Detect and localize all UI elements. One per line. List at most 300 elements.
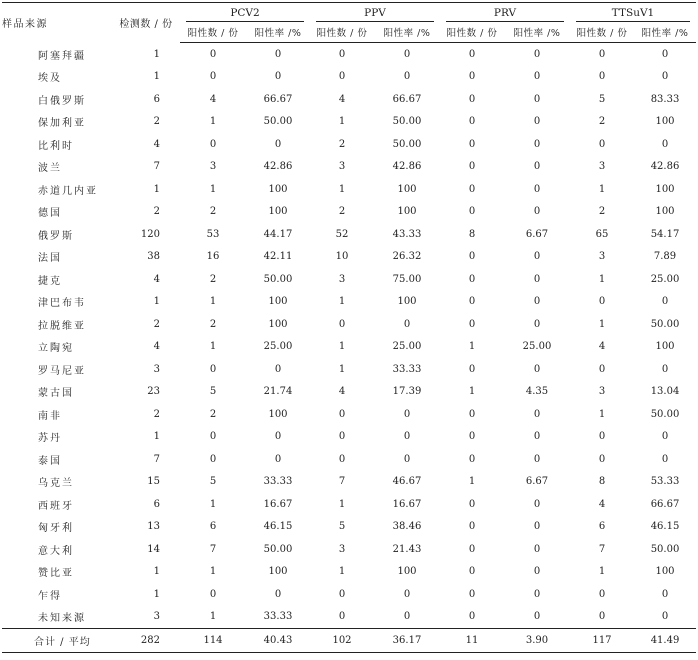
positive-rate-cell: 0 [533, 116, 541, 128]
positive-count-cell: 0 [598, 431, 606, 443]
positive-rate-cell: 50.00 [263, 543, 293, 555]
table-row [2, 291, 696, 314]
source-cell: 捷克 [38, 275, 62, 287]
header-group-pcv2: PCV2 [180, 3, 310, 23]
total-cell: 36.17 [374, 629, 440, 653]
positive-count-cell: 3 [598, 251, 606, 263]
positive-count-cell: 7 [338, 476, 346, 488]
positive-rate-cell: 42.86 [392, 161, 422, 173]
table-row [2, 111, 696, 134]
positive-count-cell: 0 [209, 71, 217, 83]
positive-count-cell: 2 [598, 206, 606, 218]
positive-count-cell: 4 [598, 498, 606, 510]
positive-rate-cell: 0 [533, 296, 541, 308]
count-cell: 4 [153, 273, 160, 285]
positive-count-cell: 5 [209, 386, 217, 398]
positive-count-cell: 5 [598, 93, 606, 105]
positive-rate-cell: 50.00 [392, 116, 422, 128]
positive-count-cell: 0 [209, 453, 217, 465]
source-cell: 泰国 [38, 455, 62, 467]
positive-rate-cell: 0 [274, 453, 282, 465]
positive-count-cell: 1 [468, 386, 476, 398]
positive-rate-cell: 0 [661, 431, 669, 443]
positive-rate-cell: 44.17 [263, 228, 293, 240]
positive-rate-cell: 0 [533, 183, 541, 195]
table-row [2, 223, 696, 246]
positive-count-cell: 2 [209, 408, 217, 420]
positive-rate-cell: 50.00 [392, 138, 422, 150]
source-cell: 津巴布韦 [38, 298, 86, 310]
positive-rate-cell: 0 [403, 71, 411, 83]
positive-rate-cell: 0 [274, 588, 282, 600]
positive-count-cell: 0 [598, 71, 606, 83]
positive-count-cell: 10 [335, 251, 349, 263]
table-row [2, 156, 696, 179]
table-row [2, 403, 696, 426]
source-cell: 南非 [38, 410, 62, 422]
positive-rate-cell: 0 [274, 71, 282, 83]
positive-count-cell: 0 [468, 543, 476, 555]
positive-rate-cell: 100 [268, 183, 288, 195]
positive-count-cell: 0 [468, 183, 476, 195]
positive-rate-cell: 16.67 [392, 498, 422, 510]
table-row [2, 178, 696, 201]
positive-rate-cell: 43.33 [392, 228, 422, 240]
count-cell: 14 [147, 543, 160, 555]
positive-rate-cell: 17.39 [392, 386, 422, 398]
positive-rate-cell: 0 [533, 566, 541, 578]
positive-rate-cell: 100 [397, 183, 417, 195]
positive-count-cell: 0 [468, 161, 476, 173]
positive-rate-cell: 0 [403, 453, 411, 465]
positive-rate-cell: 0 [533, 543, 541, 555]
table-row [2, 426, 696, 449]
positive-rate-cell: 100 [397, 566, 417, 578]
positive-rate-cell: 75.00 [392, 273, 422, 285]
positive-count-cell: 4 [338, 386, 346, 398]
positive-rate-cell: 53.33 [650, 476, 680, 488]
positive-count-cell: 1 [338, 116, 346, 128]
positive-rate-cell: 83.33 [650, 93, 680, 105]
count-cell: 13 [147, 521, 160, 533]
positive-rate-cell: 100 [655, 566, 675, 578]
positive-count-cell: 5 [338, 521, 346, 533]
positive-count-cell: 0 [468, 93, 476, 105]
positive-rate-cell: 54.17 [650, 228, 680, 240]
positive-count-cell: 8 [598, 476, 606, 488]
positive-rate-cell: 66.67 [263, 93, 293, 105]
positive-count-cell: 2 [598, 116, 606, 128]
source-cell: 白俄罗斯 [38, 95, 86, 107]
positive-count-cell: 52 [335, 228, 349, 240]
count-cell: 6 [153, 93, 160, 105]
positive-count-cell: 7 [598, 543, 606, 555]
table-row [2, 493, 696, 516]
positive-count-cell: 3 [338, 543, 346, 555]
positive-count-cell: 1 [209, 341, 217, 353]
positive-rate-cell: 50.00 [650, 408, 680, 420]
count-cell: 1 [153, 48, 160, 60]
count-cell: 2 [153, 206, 160, 218]
source-cell: 乌克兰 [38, 478, 74, 490]
positive-count-cell: 0 [209, 431, 217, 443]
positive-count-cell: 0 [209, 588, 217, 600]
count-cell: 1 [153, 566, 160, 578]
positive-count-cell: 0 [468, 588, 476, 600]
positive-rate-cell: 0 [533, 363, 541, 375]
positive-count-cell: 1 [338, 341, 346, 353]
positive-rate-cell: 33.33 [392, 363, 422, 375]
count-cell: 3 [153, 611, 160, 623]
count-cell: 1 [153, 71, 160, 83]
source-cell: 未知来源 [38, 613, 86, 625]
header-group-prv: PRV [440, 3, 570, 23]
positive-rate-cell: 46.15 [263, 521, 293, 533]
positive-count-cell: 0 [468, 48, 476, 60]
table-row [2, 66, 696, 89]
table-row [2, 43, 696, 66]
positive-count-cell: 2 [209, 206, 217, 218]
positive-rate-cell: 0 [533, 206, 541, 218]
positive-rate-cell: 0 [274, 48, 282, 60]
positive-count-cell: 0 [468, 71, 476, 83]
count-cell: 1 [153, 296, 160, 308]
positive-rate-cell: 25.00 [650, 273, 680, 285]
positive-rate-cell: 16.67 [263, 498, 293, 510]
positive-rate-cell: 6.67 [525, 476, 549, 488]
table-row [2, 358, 696, 381]
positive-rate-cell: 38.46 [392, 521, 422, 533]
source-cell: 立陶宛 [38, 343, 74, 355]
positive-rate-cell: 0 [533, 251, 541, 263]
positive-count-cell: 3 [598, 386, 606, 398]
total-cell: 3.90 [504, 629, 570, 653]
source-cell: 波兰 [38, 163, 62, 175]
positive-count-cell: 0 [338, 431, 346, 443]
positive-rate-cell: 42.11 [263, 251, 293, 263]
header-pos-count: 阳性数 / 份 [310, 22, 374, 43]
positive-rate-cell: 21.43 [392, 543, 422, 555]
positive-count-cell: 0 [338, 453, 346, 465]
positive-rate-cell: 0 [533, 453, 541, 465]
table-row [2, 88, 696, 111]
table-row [2, 538, 696, 561]
positive-rate-cell: 0 [274, 138, 282, 150]
positive-rate-cell: 4.35 [525, 386, 549, 398]
positive-rate-cell: 66.67 [650, 498, 680, 510]
count-cell: 3 [153, 363, 160, 375]
positive-rate-cell: 0 [403, 48, 411, 60]
positive-rate-cell: 0 [661, 588, 669, 600]
positive-count-cell: 0 [338, 588, 346, 600]
positive-count-cell: 1 [598, 566, 606, 578]
positive-rate-cell: 0 [403, 431, 411, 443]
source-cell: 赤道几内亚 [38, 185, 98, 197]
header-pos-rate: 阳性率 /% [504, 22, 570, 43]
source-cell: 阿塞拜疆 [38, 50, 86, 62]
positive-count-cell: 0 [468, 408, 476, 420]
source-cell: 拉脱维亚 [38, 320, 86, 332]
positive-rate-cell: 0 [533, 93, 541, 105]
positive-count-cell: 2 [209, 318, 217, 330]
source-cell: 赞比亚 [38, 568, 74, 580]
positive-count-cell: 1 [338, 183, 346, 195]
positive-count-cell: 3 [338, 161, 346, 173]
positive-count-cell: 65 [595, 228, 609, 240]
positive-rate-cell: 0 [533, 48, 541, 60]
positive-rate-cell: 0 [661, 611, 669, 623]
positive-rate-cell: 21.74 [263, 386, 293, 398]
count-cell: 4 [153, 341, 160, 353]
source-cell: 俄罗斯 [38, 230, 74, 242]
total-cell: 117 [570, 629, 634, 653]
count-cell: 120 [140, 228, 160, 240]
table-row [2, 561, 696, 584]
positive-rate-cell: 50.00 [650, 543, 680, 555]
positive-count-cell: 0 [468, 296, 476, 308]
count-cell: 4 [153, 138, 160, 150]
count-cell: 15 [147, 476, 160, 488]
total-cell: 114 [180, 629, 246, 653]
positive-count-cell: 1 [598, 273, 606, 285]
positive-rate-cell: 100 [397, 206, 417, 218]
positive-rate-cell: 100 [268, 296, 288, 308]
source-cell: 德国 [38, 208, 62, 220]
header-pos-rate: 阳性率 /% [634, 22, 696, 43]
positive-count-cell: 5 [209, 476, 217, 488]
count-cell: 2 [153, 408, 160, 420]
table-row [2, 516, 696, 539]
positive-rate-cell: 0 [533, 138, 541, 150]
positive-rate-cell: 50.00 [263, 273, 293, 285]
count-cell: 2 [153, 116, 160, 128]
total-count: 282 [112, 629, 180, 653]
source-cell: 蒙古国 [38, 388, 74, 400]
positive-rate-cell: 0 [533, 273, 541, 285]
positive-rate-cell: 0 [533, 71, 541, 83]
positive-rate-cell: 6.67 [525, 228, 549, 240]
header-group-ppv: PPV [310, 3, 440, 23]
positive-rate-cell: 26.32 [392, 251, 422, 263]
header-source: 样品来源 [2, 19, 48, 31]
positive-count-cell: 16 [206, 251, 220, 263]
table-row [2, 448, 696, 471]
table-row [2, 133, 696, 156]
positive-rate-cell: 0 [661, 138, 669, 150]
positive-count-cell: 0 [338, 408, 346, 420]
positive-rate-cell: 46.67 [392, 476, 422, 488]
positive-count-cell: 3 [598, 161, 606, 173]
positive-rate-cell: 0 [403, 611, 411, 623]
positive-count-cell: 0 [598, 453, 606, 465]
positive-rate-cell: 0 [533, 161, 541, 173]
positive-count-cell: 3 [338, 273, 346, 285]
positive-count-cell: 0 [598, 588, 606, 600]
positive-count-cell: 0 [338, 48, 346, 60]
positive-count-cell: 0 [338, 611, 346, 623]
header-pos-count: 阳性数 / 份 [570, 22, 634, 43]
table-footer [2, 629, 696, 653]
header-pos-rate: 阳性率 /% [246, 22, 310, 43]
count-cell: 1 [153, 588, 160, 600]
positive-rate-cell: 100 [268, 318, 288, 330]
positive-count-cell: 1 [209, 183, 217, 195]
positive-count-cell: 6 [209, 521, 217, 533]
positive-count-cell: 0 [468, 318, 476, 330]
positive-rate-cell: 100 [655, 116, 675, 128]
source-cell: 保加利亚 [38, 118, 86, 130]
positive-rate-cell: 13.04 [650, 386, 680, 398]
positive-rate-cell: 100 [655, 341, 675, 353]
positive-rate-cell: 0 [403, 588, 411, 600]
positive-count-cell: 0 [598, 363, 606, 375]
source-cell: 比利时 [38, 140, 74, 152]
positive-rate-cell: 0 [661, 71, 669, 83]
table-row [2, 246, 696, 269]
positive-count-cell: 6 [598, 521, 606, 533]
positive-rate-cell: 0 [533, 318, 541, 330]
table-row [2, 583, 696, 606]
positive-count-cell: 1 [598, 408, 606, 420]
positive-rate-cell: 0 [274, 363, 282, 375]
positive-rate-cell: 0 [533, 588, 541, 600]
positive-count-cell: 0 [209, 138, 217, 150]
table-row [2, 381, 696, 404]
total-cell: 41.49 [634, 629, 696, 653]
positive-count-cell: 0 [468, 273, 476, 285]
table-header [2, 3, 696, 43]
positive-rate-cell: 100 [268, 408, 288, 420]
positive-count-cell: 4 [598, 341, 606, 353]
source-cell: 匈牙利 [38, 523, 74, 535]
total-cell: 11 [440, 629, 504, 653]
source-cell: 罗马尼亚 [38, 365, 86, 377]
source-cell: 埃及 [38, 73, 62, 85]
positive-rate-cell: 33.33 [263, 611, 293, 623]
positive-rate-cell: 0 [661, 48, 669, 60]
positive-rate-cell: 0 [533, 408, 541, 420]
positive-count-cell: 0 [209, 363, 217, 375]
positive-rate-cell: 0 [403, 408, 411, 420]
positive-count-cell: 0 [468, 363, 476, 375]
source-cell: 西班牙 [38, 500, 74, 512]
header-count: 检测数 / 份 [119, 19, 173, 31]
count-cell: 7 [153, 453, 160, 465]
positive-count-cell: 0 [468, 206, 476, 218]
source-cell: 苏丹 [38, 433, 62, 445]
positive-count-cell: 1 [209, 566, 217, 578]
count-cell: 6 [153, 498, 160, 510]
positive-count-cell: 8 [468, 228, 476, 240]
positive-rate-cell: 7.89 [653, 251, 677, 263]
count-cell: 1 [153, 431, 160, 443]
count-cell: 38 [147, 251, 160, 263]
positive-count-cell: 53 [206, 228, 220, 240]
positive-rate-cell: 100 [655, 206, 675, 218]
positive-rate-cell: 0 [533, 521, 541, 533]
table-row [2, 606, 696, 629]
positive-count-cell: 0 [468, 453, 476, 465]
positive-count-cell: 0 [468, 251, 476, 263]
positive-count-cell: 1 [209, 116, 217, 128]
positive-rate-cell: 25.00 [392, 341, 422, 353]
positive-rate-cell: 66.67 [392, 93, 422, 105]
positive-count-cell: 7 [209, 543, 217, 555]
table-row [2, 336, 696, 359]
positive-count-cell: 2 [338, 206, 346, 218]
positive-rate-cell: 0 [661, 453, 669, 465]
table-row [2, 268, 696, 291]
positive-count-cell: 0 [338, 71, 346, 83]
count-cell: 2 [153, 318, 160, 330]
positive-count-cell: 1 [468, 476, 476, 488]
positive-count-cell: 4 [209, 93, 217, 105]
positive-count-cell: 0 [468, 138, 476, 150]
total-label: 合计 / 平均 [2, 629, 112, 653]
positive-count-cell: 0 [468, 566, 476, 578]
positive-rate-cell: 42.86 [263, 161, 293, 173]
table-body [2, 43, 696, 629]
positive-rate-cell: 46.15 [650, 521, 680, 533]
positive-rate-cell: 0 [533, 611, 541, 623]
positive-rate-cell: 0 [533, 431, 541, 443]
positive-rate-cell: 25.00 [522, 341, 552, 353]
table-row [2, 313, 696, 336]
positive-rate-cell: 100 [268, 206, 288, 218]
positive-count-cell: 0 [598, 296, 606, 308]
header-pos-count: 阳性数 / 份 [440, 22, 504, 43]
positive-count-cell: 0 [209, 48, 217, 60]
count-cell: 23 [147, 386, 160, 398]
total-row [2, 629, 696, 653]
positive-count-cell: 2 [209, 273, 217, 285]
positive-rate-cell: 0 [661, 296, 669, 308]
count-cell: 1 [153, 183, 160, 195]
positive-rate-cell: 100 [268, 566, 288, 578]
positive-count-cell: 0 [468, 431, 476, 443]
positive-count-cell: 1 [209, 611, 217, 623]
positive-rate-cell: 0 [533, 498, 541, 510]
positive-count-cell: 1 [468, 341, 476, 353]
positive-count-cell: 0 [468, 116, 476, 128]
positive-count-cell: 0 [598, 48, 606, 60]
positive-count-cell: 1 [209, 498, 217, 510]
positive-rate-cell: 33.33 [263, 476, 293, 488]
positive-count-cell: 0 [598, 138, 606, 150]
positive-count-cell: 0 [468, 611, 476, 623]
positive-count-cell: 1 [338, 566, 346, 578]
source-cell: 乍得 [38, 590, 62, 602]
positive-count-cell: 1 [598, 318, 606, 330]
positive-rate-cell: 25.00 [263, 341, 293, 353]
positive-rate-cell: 0 [403, 318, 411, 330]
positive-count-cell: 1 [209, 296, 217, 308]
positive-count-cell: 3 [209, 161, 217, 173]
positive-count-cell: 0 [598, 611, 606, 623]
positive-count-cell: 1 [598, 183, 606, 195]
positive-rate-cell: 42.86 [650, 161, 680, 173]
table-row [2, 201, 696, 224]
total-cell: 40.43 [246, 629, 310, 653]
positive-count-cell: 1 [338, 296, 346, 308]
positive-rate-cell: 100 [397, 296, 417, 308]
positive-rate-cell: 100 [655, 183, 675, 195]
header-group-ttsuv1: TTSuV1 [570, 3, 696, 23]
header-pos-rate: 阳性率 /% [374, 22, 440, 43]
table-row [2, 471, 696, 494]
positive-count-cell: 0 [468, 498, 476, 510]
source-cell: 法国 [38, 253, 62, 265]
